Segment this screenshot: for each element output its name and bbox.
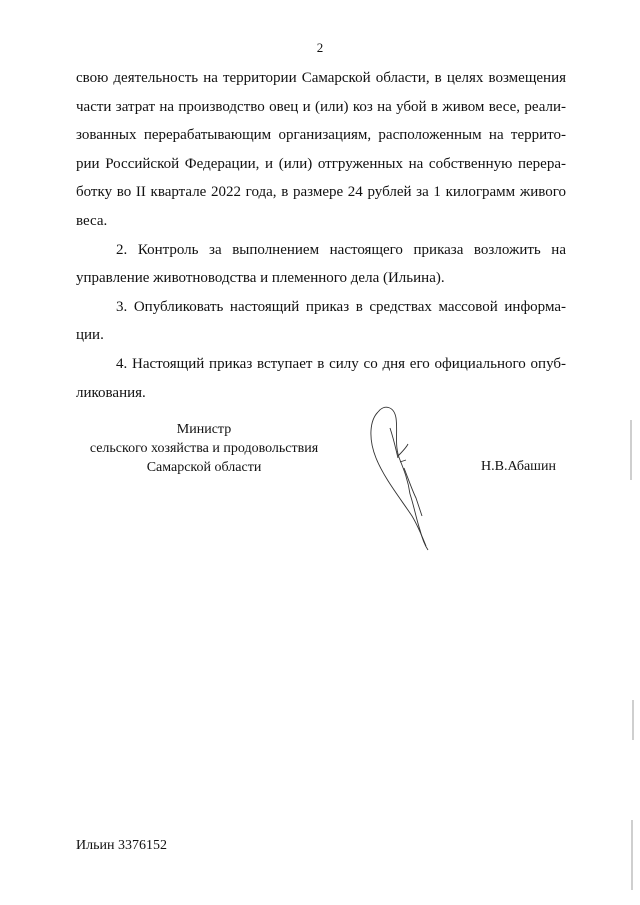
signatory-name: Н.В.Абашин: [481, 459, 556, 474]
text-line: 2. Контроль за выполнением настоящего приказа возложить на: [116, 241, 566, 258]
text-line: ботку во II квартале 2022 года, в размере 24 рублей за 1 килограмм живого: [76, 184, 566, 201]
paragraph-3: [76, 293, 566, 350]
signatory-title-line: сельского хозяйства и продовольствия: [89, 441, 319, 456]
scan-edge-mark: [632, 700, 634, 740]
signatory-title-line: Министр: [176, 422, 232, 437]
text-line: ликования.: [76, 384, 146, 401]
document-body: [76, 64, 566, 407]
text-line: свою деятельность на территории Самарской области, в целях возмещения: [76, 70, 566, 86]
scan-edge-mark: [630, 420, 632, 480]
paragraph-2: [76, 236, 566, 293]
paragraph-4: [76, 350, 566, 407]
handwritten-signature: [360, 398, 450, 558]
text-line: ции.: [76, 327, 104, 344]
text-line: части затрат на производство овец и (или) коз на убой в живом весе, реали-: [76, 98, 566, 115]
executor-footer: Ильин 3376152: [76, 838, 167, 853]
text-line: веса.: [76, 212, 108, 229]
paragraph-1: [76, 64, 566, 236]
text-line: управление животноводства и племенного дела (Ильина).: [76, 270, 445, 287]
text-line: зованных перерабатывающим организациям, расположенным на террито-: [76, 127, 566, 144]
page-number: 2: [316, 40, 324, 55]
scan-edge-mark: [631, 820, 633, 890]
signatory-title: [74, 420, 334, 477]
signatory-title-line: Самарской области: [146, 460, 262, 475]
text-line: 3. Опубликовать настоящий приказ в средствах массовой информа-: [116, 298, 566, 315]
text-line: 4. Настоящий приказ вступает в силу со дня его официального опуб-: [116, 355, 566, 372]
text-line: рии Российской Федерации, и (или) отгруженных на собственную перера-: [76, 155, 566, 172]
